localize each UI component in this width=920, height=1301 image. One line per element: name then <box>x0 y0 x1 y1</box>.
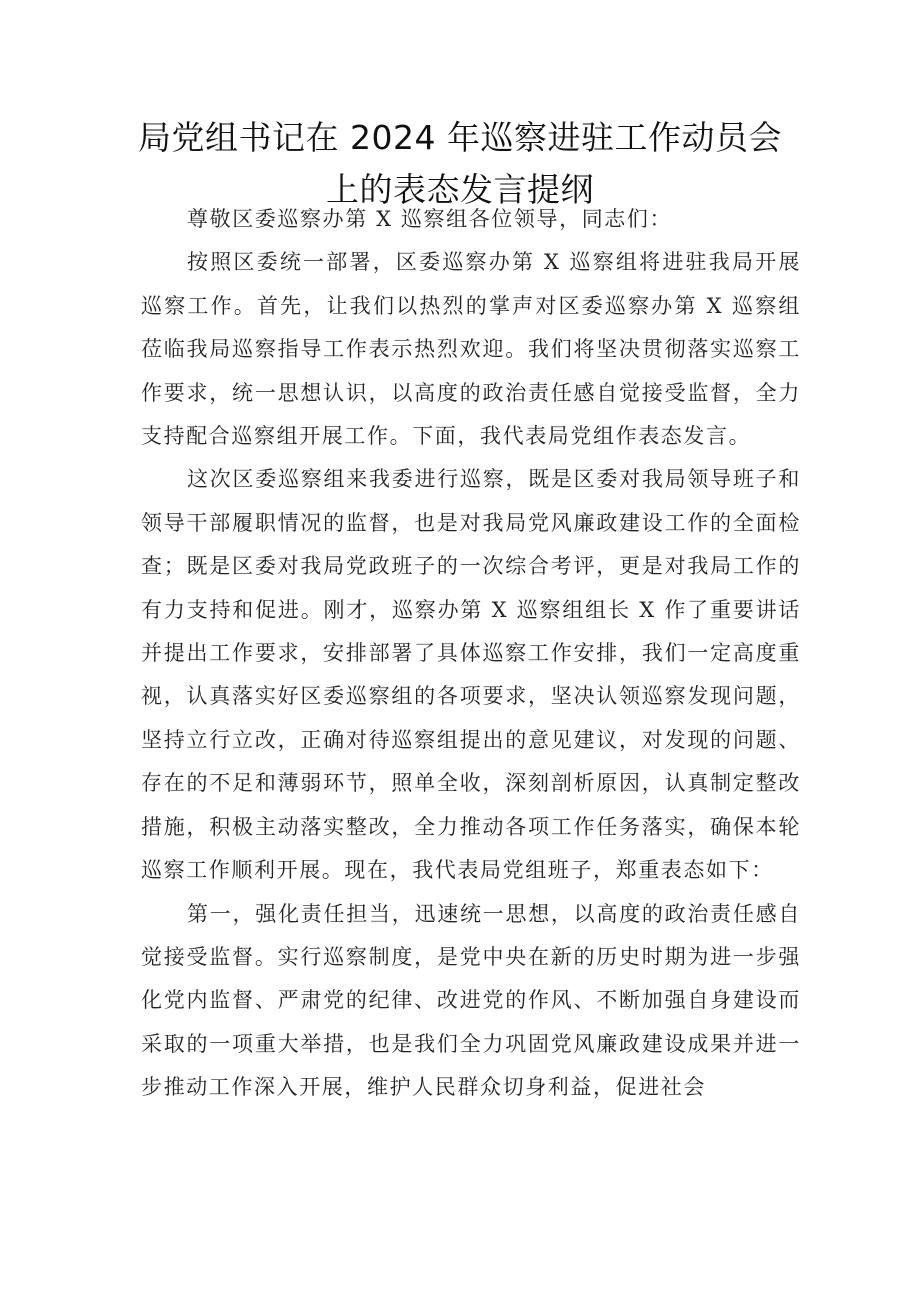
paragraph-intro: 按照区委统一部署，区委巡察办第 X 巡察组将进驻我局开展巡察工作。首先，让我们以热烈的掌声对区委巡察办第 X 巡察组莅临我局巡察指导工作表示热烈欢迎。我们将坚决贯彻落实巡察工作要求，统一思想认识，以高度的政治责任感自觉接受监督，全力支持配合巡察组开展工作。下面，我代表局党组作表态发言。 <box>141 250 801 449</box>
paragraph-significance: 这次区委巡察组来我委进行巡察，既是区委对我局领导班子和领导干部履职情况的监督，也是对我局党风廉政建设工作的全面检查；既是区委对我局党政班子的一次综合考评，更是对我局工作的有力支持和促进。刚才，巡察办第 X 巡察组组长 X 作了重要讲话并提出工作要求，安排部署了具体巡察工作安排，我们一定高度重视，认真落实好区委巡察组的各项要求，坚决认领巡察发现问题，坚持立行立改，正确对待巡察组提出的意见建议，对发现的问题、存在的不足和薄弱环节，照单全收，深刻剖析原因，认真制定整改措施，积极主动落实整改，全力推动各项工作任务落实，确保本轮巡察工作顺利开展。现在，我代表局党组班子，郑重表态如下： <box>141 467 801 883</box>
salutation: 尊敬区委巡察办第 X 巡察组各位领导，同志们： <box>187 207 673 231</box>
paragraph-first-point: 第一，强化责任担当，迅速统一思想，以高度的政治责任感自觉接受监督。实行巡察制度，是党中央在新的历史时期为进一步强化党内监督、严肃党的纪律、改进党的作风、不断加强自身建设而采取的一项重大举措，也是我们全力巩固党风廉政建设成果并进一步推动工作深入开展，维护人民群众切身利益，促进社会 <box>141 901 801 1100</box>
title-line-2: 上的表态发言提纲 <box>326 170 594 209</box>
title-line-1: 局党组书记在 2024 年巡察进驻工作动员会 <box>138 118 782 157</box>
document-body <box>141 198 801 1110</box>
